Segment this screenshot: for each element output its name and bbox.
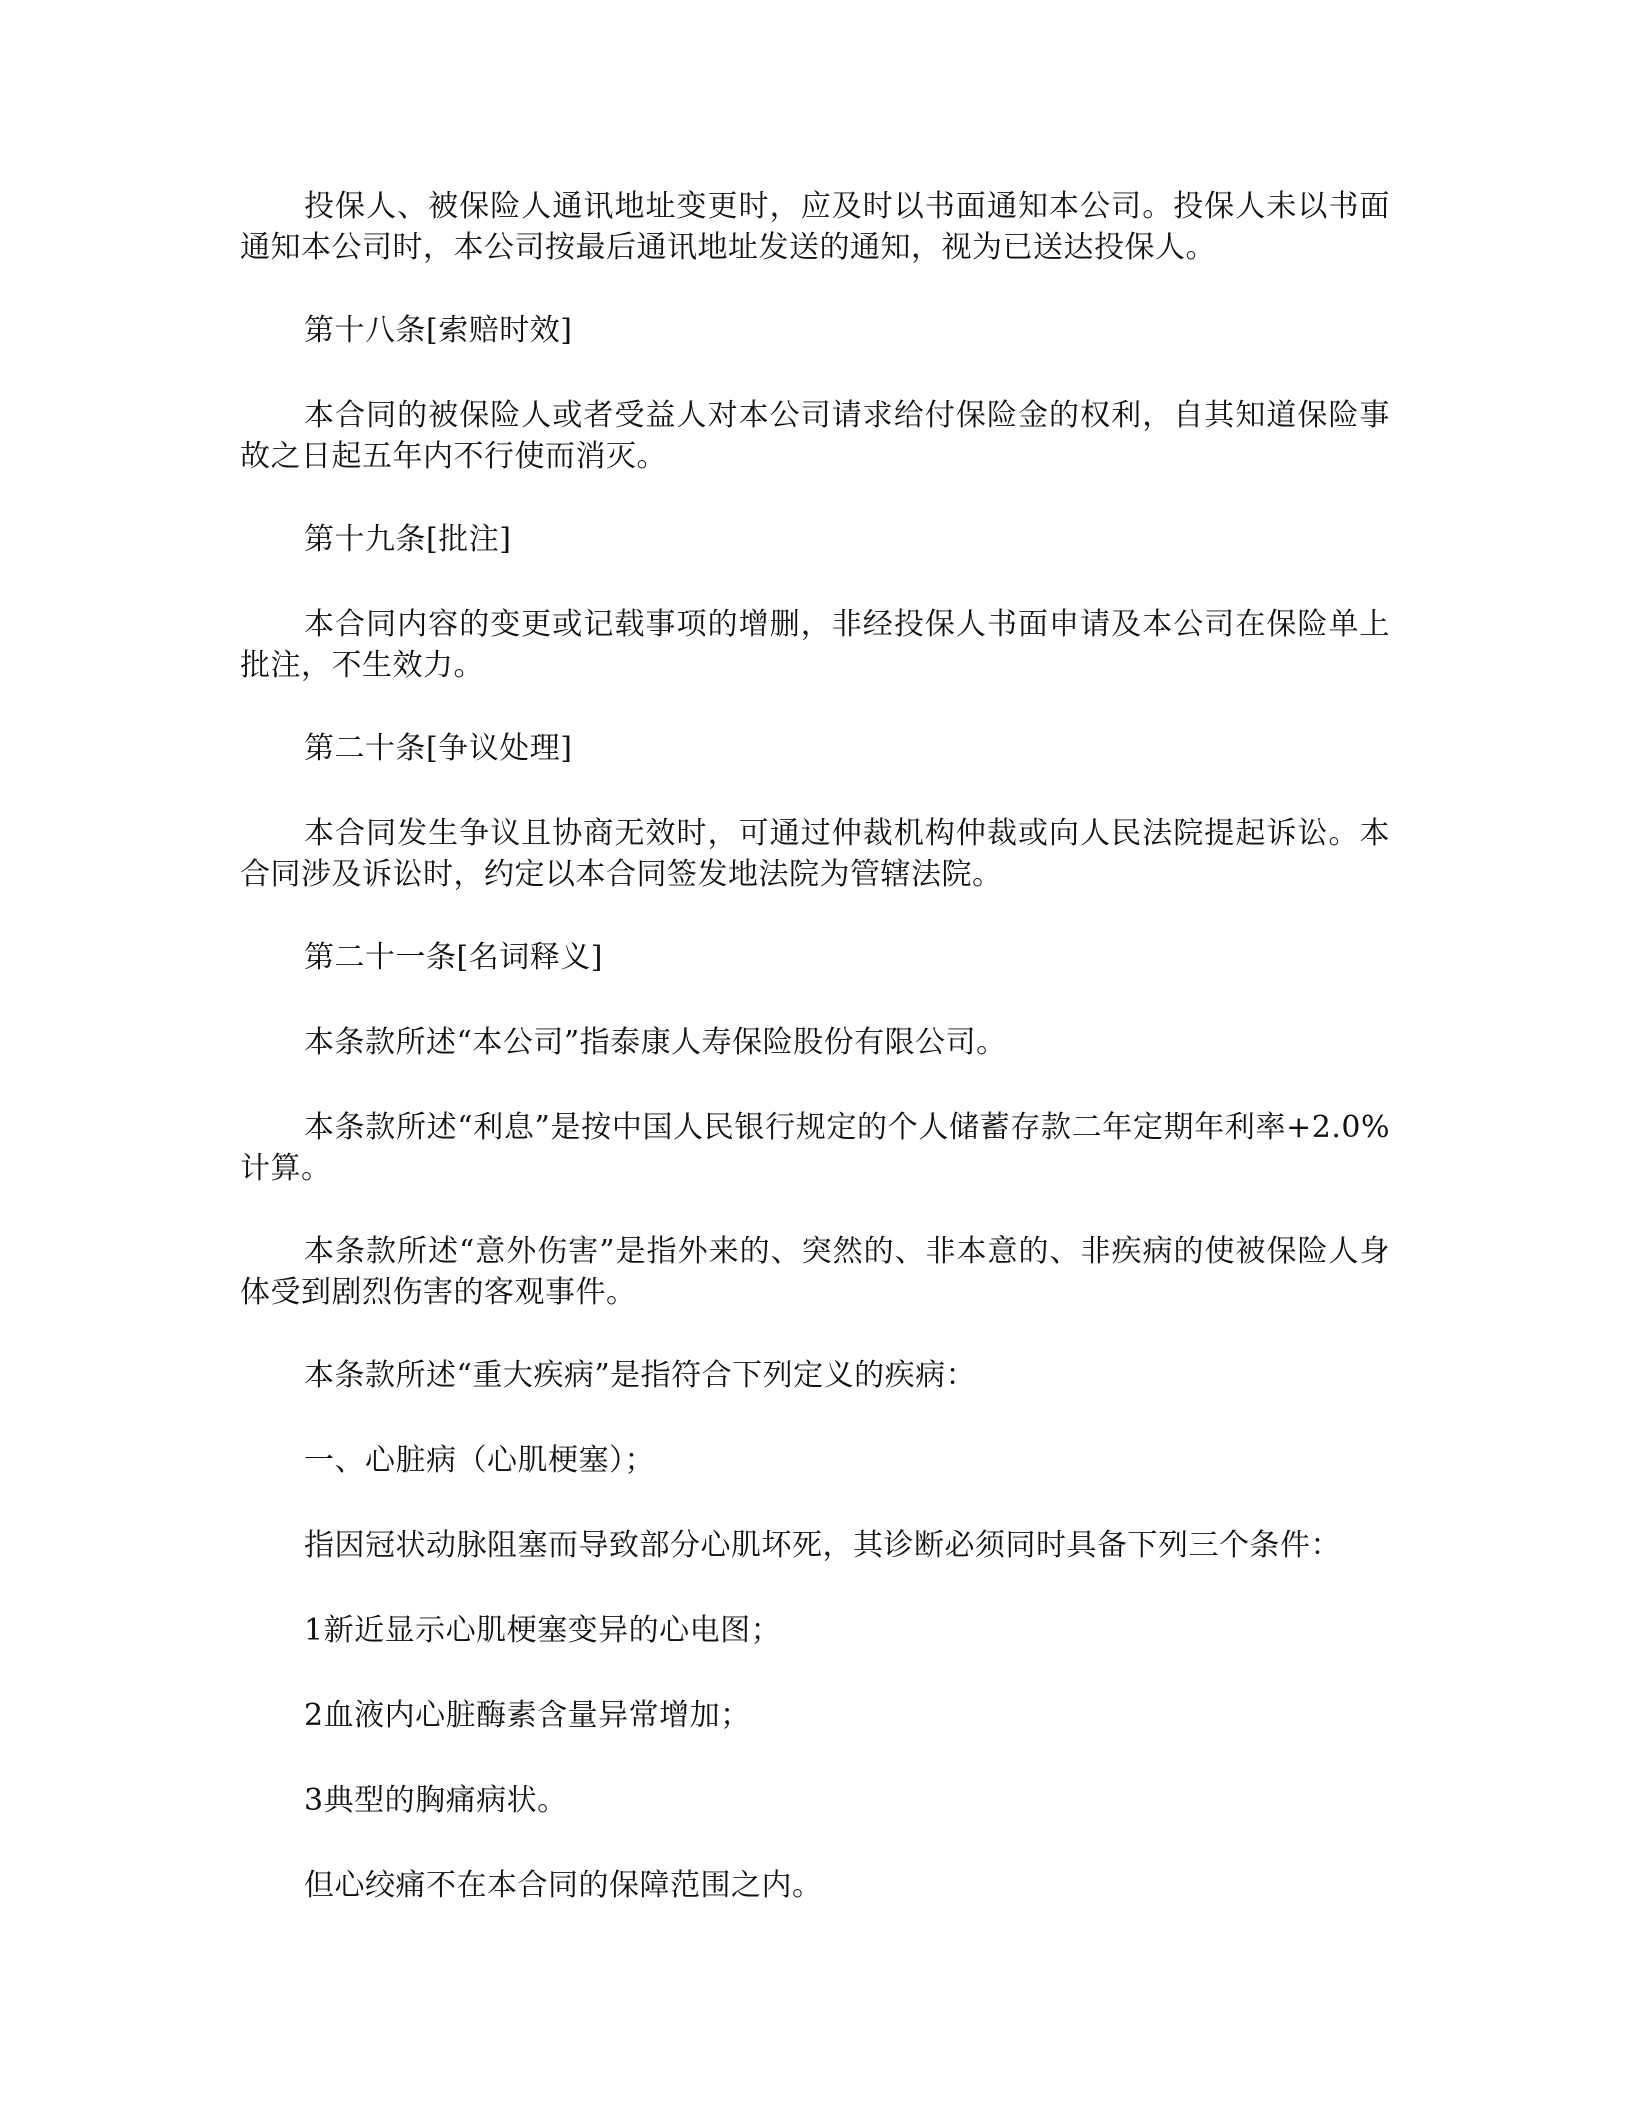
paragraph-dispute: 本合同发生争议且协商无效时，可通过仲裁机构仲裁或向人民法院提起诉讼。本合同涉及诉讼时，约定以本合同签发地法院为管辖法院。 bbox=[240, 816, 1390, 892]
condition-3: 3典型的胸痛病状。 bbox=[304, 1783, 568, 1818]
condition-2: 2血液内心脏酶素含量异常增加； bbox=[304, 1698, 751, 1733]
angina-exclusion: 但心绞痛不在本合同的保障范围之内。 bbox=[304, 1868, 823, 1903]
article-18-heading: 第十八条[索赔时效] bbox=[304, 313, 573, 348]
article-19-heading: 第十九条[批注] bbox=[304, 522, 512, 557]
definition-company: 本条款所述“本公司”指泰康人寿保险股份有限公司。 bbox=[304, 1025, 1007, 1060]
heart-disease-conditions: 指因冠状动脉阻塞而导致部分心肌坏死，其诊断必须同时具备下列三个条件： bbox=[304, 1528, 1341, 1563]
document-body bbox=[240, 186, 1390, 1950]
illness-heart-disease: 一、心脏病（心肌梗塞）； bbox=[304, 1443, 655, 1478]
paragraph-address-change: 投保人、被保险人通讯地址变更时，应及时以书面通知本公司。投保人未以书面通知本公司时，本公司按最后通讯地址发送的通知，视为已送达投保人。 bbox=[240, 189, 1390, 265]
paragraph-endorsement: 本合同内容的变更或记载事项的增删，非经投保人书面申请及本公司在保险单上批注，不生效力。 bbox=[240, 607, 1390, 683]
paragraph-claim-limitation: 本合同的被保险人或者受益人对本公司请求给付保险金的权利，自其知道保险事故之日起五年内不行使而消灭。 bbox=[240, 398, 1390, 474]
condition-1: 1新近显示心肌梗塞变异的心电图； bbox=[304, 1613, 782, 1648]
definition-accident: 本条款所述“意外伤害”是指外来的、突然的、非本意的、非疾病的使被保险人身体受到剧烈伤害的客观事件。 bbox=[240, 1234, 1390, 1310]
definition-critical-illness: 本条款所述“重大疾病”是指符合下列定义的疾病： bbox=[304, 1358, 977, 1393]
definition-interest: 本条款所述“利息”是按中国人民银行规定的个人储蓄存款二年定期年利率+2.0%计算。 bbox=[240, 1110, 1390, 1186]
article-20-heading: 第二十条[争议处理] bbox=[304, 731, 573, 766]
article-21-heading: 第二十一条[名词释义] bbox=[304, 940, 603, 975]
